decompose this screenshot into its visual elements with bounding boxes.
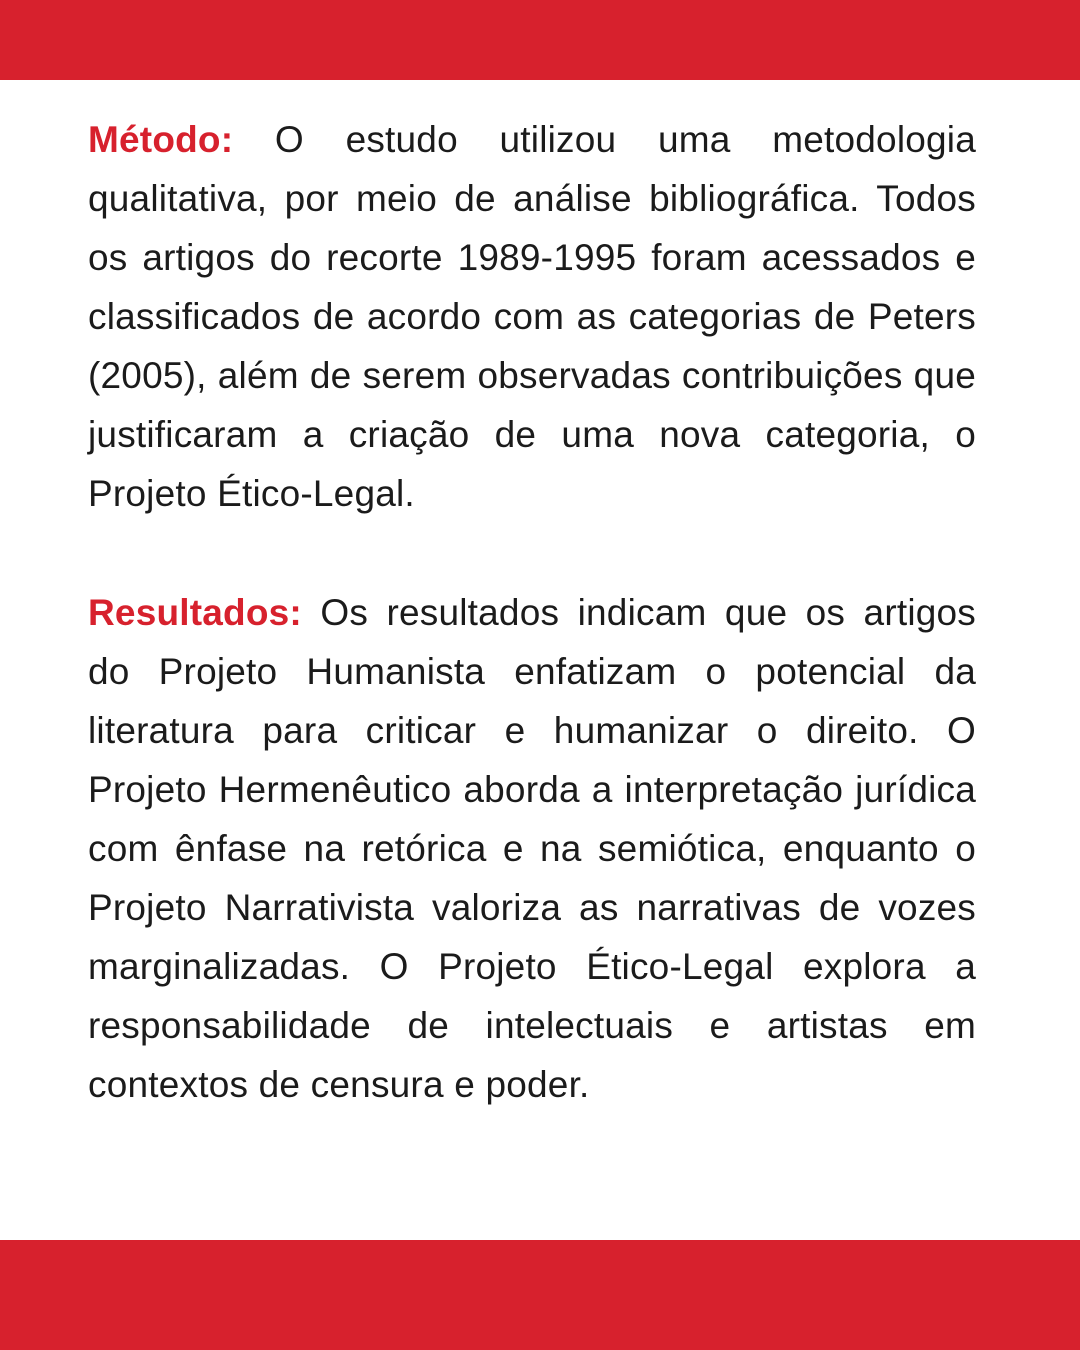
method-label: Método: — [88, 119, 234, 160]
top-red-bar — [0, 0, 1080, 80]
method-paragraph — [88, 110, 976, 523]
results-paragraph — [88, 583, 976, 1114]
results-label: Resultados: — [88, 592, 302, 633]
results-text: Os resultados indicam que os artigos do Projeto Humanista enfatizam o potencial da literatura para criticar e humanizar o direito. O Projeto Hermenêutico aborda a interpretação jurídica com ênfase na retórica e na semiótica, enquanto o Projeto Narrativista valoriza as narrativas de vozes marginalizadas. O Projeto Ético-Legal explora a responsabilidade de intelectuais e artistas em contextos de censura e poder. — [88, 592, 976, 1105]
body-text-area — [88, 80, 976, 1240]
method-text: O estudo utilizou uma metodologia qualitativa, por meio de análise bibliográfica. Todos os artigos do recorte 1989-1995 foram acessados e classificados de acordo com as categorias de Peters (2005), além de serem observadas contribuições que justificaram a criação de uma nova categoria, o Projeto Ético-Legal. — [88, 119, 976, 514]
bottom-red-bar — [0, 1240, 1080, 1350]
